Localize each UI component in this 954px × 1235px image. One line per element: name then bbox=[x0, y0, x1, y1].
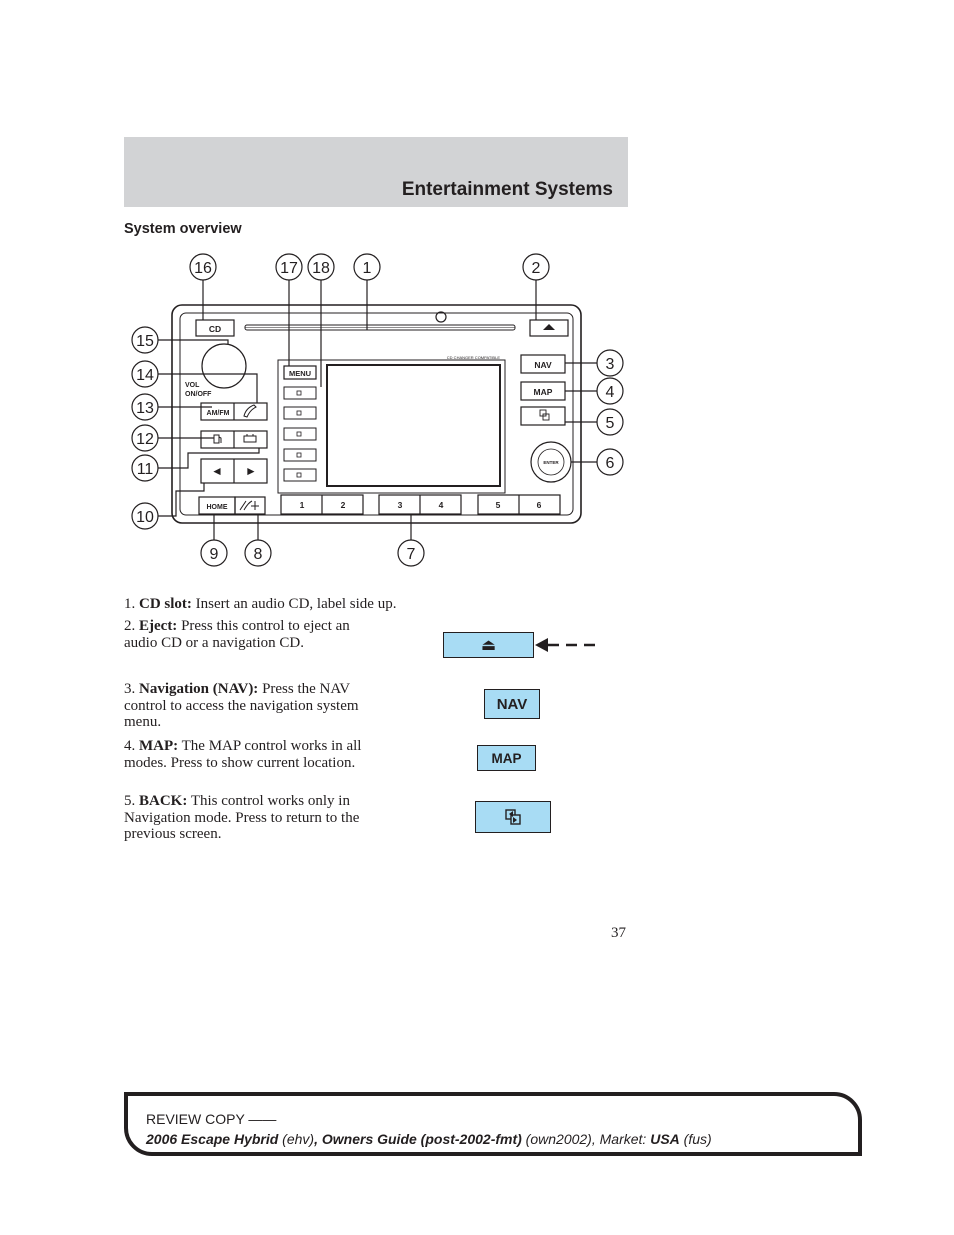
callout-number: 9 bbox=[209, 546, 219, 563]
screen-frame bbox=[278, 360, 505, 493]
callout-number: 2 bbox=[531, 260, 541, 277]
seek-right-arrow: ► bbox=[245, 464, 257, 478]
pointer-arrow-icon bbox=[534, 636, 600, 654]
enter-label: ENTER bbox=[543, 460, 559, 465]
vol-onoff-label: ON/OFF bbox=[185, 391, 212, 398]
back-icon bbox=[503, 807, 523, 827]
battery-icon bbox=[244, 436, 256, 442]
item-back: 5. BACK: This control works only in Navigation mode. Press to return to the previous screen. bbox=[124, 793, 360, 842]
eject-button[interactable] bbox=[443, 632, 534, 658]
radio-diagram bbox=[124, 248, 624, 573]
callout-number: 14 bbox=[136, 367, 154, 384]
review-footer bbox=[124, 1092, 862, 1156]
back-button[interactable] bbox=[475, 801, 551, 833]
map-label: MAP bbox=[533, 387, 553, 397]
footer-review-line: REVIEW COPY —— bbox=[146, 1111, 277, 1127]
item-nav: 3. Navigation (NAV): Press the NAV control to access the navigation system menu. bbox=[124, 681, 359, 730]
phone-icon bbox=[244, 405, 256, 417]
preset-label: 5 bbox=[495, 500, 501, 510]
preset-label: 3 bbox=[397, 500, 403, 510]
home-label: HOME bbox=[206, 504, 228, 511]
callout-number: 6 bbox=[605, 455, 615, 472]
page-title: Entertainment Systems bbox=[401, 179, 613, 200]
settings-icon bbox=[240, 501, 259, 510]
map-button[interactable]: MAP bbox=[477, 745, 536, 771]
callout-number: 17 bbox=[280, 260, 298, 277]
soft-key-3 bbox=[284, 428, 316, 440]
soft-key-5 bbox=[284, 469, 316, 481]
nav-label: NAV bbox=[534, 360, 552, 370]
header-band bbox=[124, 137, 628, 207]
changer-label: CD CHANGER COMPATIBLE bbox=[446, 355, 500, 360]
eject-icon bbox=[543, 324, 555, 330]
menu-label: MENU bbox=[288, 369, 312, 378]
volume-knob bbox=[202, 344, 246, 388]
soft-key-1 bbox=[284, 387, 316, 399]
item-map: 4. MAP: The MAP control works in all modes. Press to show current location. bbox=[124, 738, 362, 771]
vol-label: VOL bbox=[185, 382, 200, 389]
callout-number: 18 bbox=[312, 260, 330, 277]
page-number: 37 bbox=[611, 925, 626, 941]
preset-label: 1 bbox=[299, 500, 305, 510]
amfm-label: AM/FM bbox=[206, 410, 230, 417]
callout-number: 16 bbox=[194, 260, 212, 277]
preset-label: 4 bbox=[438, 500, 444, 510]
footer-text bbox=[146, 1109, 712, 1149]
soft-key-4 bbox=[284, 449, 316, 461]
callout-number: 15 bbox=[136, 333, 154, 350]
radio-bezel-outer bbox=[172, 305, 581, 523]
callout-number: 8 bbox=[253, 546, 263, 563]
preset-label: 2 bbox=[340, 500, 346, 510]
settings-button bbox=[235, 497, 265, 514]
eject-icon: ⏏ bbox=[480, 637, 497, 654]
callout-number: 13 bbox=[136, 400, 154, 417]
radio-bezel-inner bbox=[180, 313, 573, 515]
display-screen bbox=[327, 365, 500, 486]
preset-label: 6 bbox=[536, 500, 542, 510]
fuel-icon bbox=[214, 435, 219, 443]
cd-label: CD bbox=[208, 324, 222, 334]
soft-key-2 bbox=[284, 407, 316, 419]
callout-number: 4 bbox=[605, 384, 615, 401]
section-heading: System overview bbox=[124, 221, 242, 237]
footer-doc-line: 2006 Escape Hybrid (ehv), Owners Guide (post-2002-fmt) (own2002), Market: USA (fus) bbox=[146, 1131, 712, 1147]
callout-number: 12 bbox=[136, 431, 154, 448]
item-cd-slot: 1. CD slot: Insert an audio CD, label side up. bbox=[124, 596, 397, 612]
callout-number: 11 bbox=[136, 461, 154, 478]
nav-button[interactable]: NAV bbox=[484, 689, 540, 719]
callout-number: 5 bbox=[605, 415, 615, 432]
callout-number: 7 bbox=[406, 546, 416, 563]
seek-left-arrow: ◄ bbox=[211, 464, 223, 478]
callout-number: 3 bbox=[605, 356, 615, 373]
callout-number: 1 bbox=[362, 260, 372, 277]
callout-number: 10 bbox=[136, 509, 154, 526]
item-eject: 2. Eject: Press this control to eject an audio CD or a navigation CD. bbox=[124, 618, 350, 651]
